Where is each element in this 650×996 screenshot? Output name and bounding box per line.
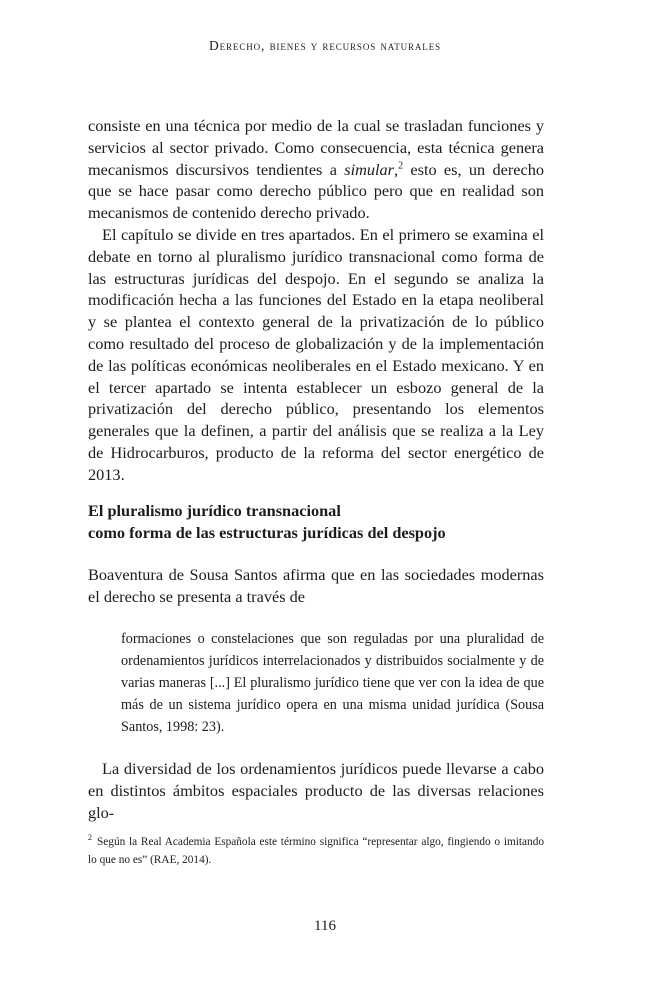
emphasis-simular: simular [344, 159, 394, 179]
block-quote: formaciones o constelaciones que son reguladas por una pluralidad de ordenamientos jurídicos interrelacionados y distribuidos socialmente y de varias maneras [...] El pluralismo jurídico tiene que ver con la idea de que más de un sistema jurídico opera en una misma unidad jurídica (Sousa Santos, 1998: 23). [121, 631, 544, 736]
footnote-reference[interactable]: 2 [398, 160, 404, 172]
section-heading-line-1: El pluralismo jurídico transnacional [88, 501, 341, 520]
footnote-number: 2 [88, 833, 92, 843]
intro-paragraph: Boaventura de Sousa Santos afirma que en las sociedades modernas el derecho se presenta a través de [88, 565, 544, 606]
running-head: Derecho, bienes y recursos naturales [208, 38, 442, 53]
body-text [88, 115, 544, 486]
paragraph-2: El capítulo se divide en tres apartados. En el primero se examina el debate en torno al pluralismo jurídico transnacional como forma de las estructuras jurídicas del despojo. En el segundo se analiza la modificación hecha a las funciones del Estado en la etapa neoliberal y se plantea el contexto general de la privatización de lo público como resultado del proceso de globalización y de la implementación de las políticas económicas neoliberales en el Estado mexicano. Y en el tercer apartado se intenta establecer un esbozo general de la privatización del derecho público, presentando los elementos generales que la definen, a partir del análisis que se realiza a la Ley de Hidrocarburos, producto de la reforma del sector energético de 2013. [88, 224, 544, 484]
after-quote-paragraph: La diversidad de los ordenamientos jurídicos puede llevarse a cabo en distintos ámbitos espaciales producto de las diversas relaciones glo- [88, 759, 544, 822]
section-heading-line-2: como forma de las estructuras jurídicas del despojo [88, 523, 446, 542]
section-heading [88, 500, 544, 544]
page-number: 116 [314, 918, 336, 934]
paragraph-1-continuation: esto es, un derecho que se hace pasar como derecho público pero que en realidad son mecanismos de contenido derecho privado. [88, 159, 544, 223]
footnote-text: Según la Real Academia Española este término significa “representar algo, fingiendo o imitando lo que no es” (RAE, 2014). [88, 836, 544, 866]
paragraph-1-text: consiste en una técnica por medio de la cual se trasladan funciones y servicios al sector privado. Como consecuencia, esta técnica genera mecanismos discursivos tendientes a [88, 116, 544, 179]
paragraph-1-comma: , [394, 159, 399, 179]
footnote [88, 833, 544, 869]
paragraph-1 [88, 115, 544, 224]
